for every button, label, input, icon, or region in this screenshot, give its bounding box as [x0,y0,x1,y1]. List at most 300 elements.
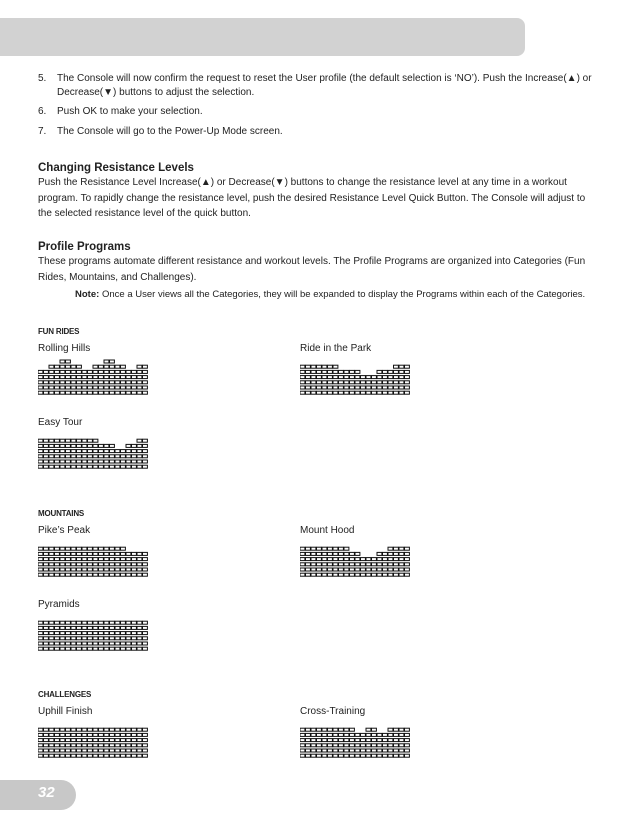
level-segment [143,621,148,624]
level-segment [66,632,71,635]
level-segment [71,376,76,379]
level-segment [394,370,399,373]
level-segment [377,573,382,576]
level-segment [361,558,366,561]
level-segment [126,563,131,566]
level-segment [82,465,87,468]
profile-chart [300,540,412,580]
level-segment [38,558,43,561]
level-segment [88,739,93,742]
level-segment [355,563,360,566]
level-segment [377,381,382,384]
level-segment [333,573,338,576]
level-segment [55,621,60,624]
level-segment [99,637,104,640]
level-segment [137,376,142,379]
level-segment [110,573,115,576]
level-segment [361,391,366,394]
level-segment [71,558,76,561]
level-segment [66,465,71,468]
level-segment [104,465,109,468]
level-segment [121,642,126,645]
level-segment [99,647,104,650]
level-segment [377,552,382,555]
level-segment [44,754,49,757]
level-segment [60,733,65,736]
level-segment [44,455,49,458]
level-segment [82,376,87,379]
level-segment [322,744,327,747]
level-segment [49,552,54,555]
level-segment [49,647,54,650]
level-segment [322,749,327,752]
level-segment [383,370,388,373]
level-segment [44,547,49,550]
level-segment [71,365,76,368]
level-segment [300,558,305,561]
level-segment [44,381,49,384]
level-segment [104,391,109,394]
level-segment [328,733,333,736]
level-segment [126,558,131,561]
level-segment [388,568,393,571]
level-segment [55,386,60,389]
level-segment [377,733,382,736]
level-segment [132,552,137,555]
level-segment [355,376,360,379]
level-segment [350,728,355,731]
level-segment [49,733,54,736]
profile-chart [38,432,150,472]
level-segment [132,465,137,468]
level-segment [55,465,60,468]
program-name: Pyramids [38,599,80,610]
level-segment [132,558,137,561]
level-segment [55,381,60,384]
level-segment [344,749,349,752]
level-segment [82,632,87,635]
level-segment [49,391,54,394]
level-segment [399,391,404,394]
level-segment [121,573,126,576]
note [75,287,595,302]
level-segment [38,733,43,736]
level-segment [99,632,104,635]
level-segment [366,744,371,747]
level-segment [322,563,327,566]
level-segment [55,573,60,576]
level-segment [44,632,49,635]
profile-chart [300,721,412,761]
level-segment [322,365,327,368]
level-segment [88,547,93,550]
level-segment [394,744,399,747]
level-segment [132,647,137,650]
level-segment [82,573,87,576]
level-segment [399,744,404,747]
level-segment [355,370,360,373]
level-segment [137,365,142,368]
level-segment [394,365,399,368]
level-segment [93,386,98,389]
level-segment [44,558,49,561]
level-segment [143,552,148,555]
level-segment [93,733,98,736]
level-segment [115,386,120,389]
level-segment [372,391,377,394]
program-easy-tour [38,417,150,472]
level-segment [143,391,148,394]
level-segment [350,381,355,384]
level-segment [339,568,344,571]
level-segment [71,626,76,629]
level-segment [132,637,137,640]
level-segment [328,391,333,394]
level-segment [399,749,404,752]
level-segment [121,744,126,747]
level-segment [38,642,43,645]
level-segment [344,391,349,394]
level-segment [132,450,137,453]
level-segment [405,391,410,394]
level-segment [115,626,120,629]
profile-chart [38,721,150,761]
level-segment [383,573,388,576]
level-segment [66,360,71,363]
level-segment [137,647,142,650]
level-segment [44,749,49,752]
level-segment [88,642,93,645]
level-segment [126,568,131,571]
level-segment [93,728,98,731]
level-segment [110,621,115,624]
level-segment [137,450,142,453]
level-segment [126,632,131,635]
level-segment [115,632,120,635]
level-segment [104,733,109,736]
level-segment [344,381,349,384]
level-segment [71,749,76,752]
level-segment [394,376,399,379]
level-segment [77,568,82,571]
level-segment [306,386,311,389]
level-segment [300,739,305,742]
level-segment [306,568,311,571]
level-segment [121,749,126,752]
level-segment [38,465,43,468]
level-segment [322,728,327,731]
level-segment [55,637,60,640]
level-segment [132,386,137,389]
level-segment [99,370,104,373]
level-segment [317,365,322,368]
level-segment [110,455,115,458]
level-segment [66,733,71,736]
level-segment [121,465,126,468]
level-segment [66,744,71,747]
level-segment [38,386,43,389]
level-segment [88,563,93,566]
level-segment [82,637,87,640]
level-segment [339,739,344,742]
level-segment [115,563,120,566]
level-segment [143,647,148,650]
level-segment [339,391,344,394]
level-segment [311,365,316,368]
program-name: Cross-Training [300,706,366,717]
level-segment [71,573,76,576]
level-segment [121,376,126,379]
level-segment [77,552,82,555]
level-segment [93,465,98,468]
level-segment [104,360,109,363]
level-segment [137,563,142,566]
level-segment [104,739,109,742]
level-segment [121,391,126,394]
level-segment [44,744,49,747]
level-segment [333,558,338,561]
level-segment [71,739,76,742]
note-text: Once a User views all the Categories, they will be expanded to display the Programs within each of the Categories. [102,289,586,300]
level-segment [77,739,82,742]
level-segment [66,370,71,373]
level-segment [333,728,338,731]
level-segment [405,568,410,571]
level-segment [300,381,305,384]
level-segment [44,626,49,629]
level-segment [88,376,93,379]
level-segment [322,733,327,736]
level-segment [66,642,71,645]
level-segment [110,450,115,453]
level-segment [66,386,71,389]
level-segment [71,642,76,645]
level-segment [77,391,82,394]
level-segment [66,621,71,624]
level-segment [60,744,65,747]
level-segment [66,391,71,394]
level-segment [88,733,93,736]
level-segment [49,460,54,463]
level-segment [104,455,109,458]
level-segment [350,739,355,742]
level-segment [38,439,43,442]
level-segment [60,632,65,635]
level-segment [137,391,142,394]
level-segment [88,749,93,752]
level-segment [99,365,104,368]
level-segment [121,563,126,566]
level-segment [137,558,142,561]
level-segment [66,460,71,463]
level-segment [44,391,49,394]
level-segment [38,632,43,635]
level-segment [344,733,349,736]
level-segment [383,381,388,384]
level-segment [71,439,76,442]
level-segment [60,754,65,757]
level-segment [88,391,93,394]
level-segment [88,450,93,453]
level-segment [44,733,49,736]
level-segment [366,573,371,576]
level-segment [300,365,305,368]
level-segment [322,552,327,555]
level-segment [366,386,371,389]
level-segment [333,370,338,373]
level-segment [77,450,82,453]
level-segment [394,552,399,555]
level-segment [405,749,410,752]
level-segment [71,632,76,635]
level-segment [38,728,43,731]
level-segment [82,728,87,731]
step-item [38,105,598,119]
level-segment [383,552,388,555]
level-segment [388,744,393,747]
level-segment [115,370,120,373]
level-segment [49,450,54,453]
level-segment [44,647,49,650]
level-segment [322,381,327,384]
level-segment [104,568,109,571]
level-segment [394,749,399,752]
level-segment [66,439,71,442]
level-segment [126,391,131,394]
level-segment [55,563,60,566]
level-segment [132,563,137,566]
level-segment [126,386,131,389]
level-segment [121,370,126,373]
level-segment [394,573,399,576]
level-segment [344,563,349,566]
level-segment [143,568,148,571]
level-segment [143,386,148,389]
level-segment [311,754,316,757]
level-segment [44,444,49,447]
level-segment [60,626,65,629]
level-segment [115,642,120,645]
level-segment [322,386,327,389]
level-segment [93,455,98,458]
level-segment [350,568,355,571]
level-segment [143,733,148,736]
level-segment [104,637,109,640]
level-segment [121,632,126,635]
level-segment [322,568,327,571]
level-segment [99,450,104,453]
level-segment [104,444,109,447]
level-segment [49,632,54,635]
level-segment [366,563,371,566]
level-segment [333,754,338,757]
level-segment [317,547,322,550]
level-segment [126,621,131,624]
level-segment [99,733,104,736]
level-segment [132,381,137,384]
level-segment [372,573,377,576]
level-segment [377,376,382,379]
level-segment [311,558,316,561]
level-segment [126,450,131,453]
level-segment [344,558,349,561]
level-segment [333,391,338,394]
level-segment [132,744,137,747]
level-segment [82,386,87,389]
level-segment [388,733,393,736]
level-segment [306,370,311,373]
level-segment [126,465,131,468]
level-segment [38,621,43,624]
level-segment [311,376,316,379]
level-segment [137,733,142,736]
level-segment [306,739,311,742]
level-segment [82,450,87,453]
level-segment [350,563,355,566]
level-segment [121,386,126,389]
level-segment [110,728,115,731]
level-segment [38,455,43,458]
level-segment [110,568,115,571]
level-segment [394,558,399,561]
level-segment [137,749,142,752]
level-segment [60,365,65,368]
level-segment [137,465,142,468]
level-segment [55,728,60,731]
level-segment [311,728,316,731]
level-segment [339,733,344,736]
level-segment [143,370,148,373]
level-segment [60,573,65,576]
level-segment [93,754,98,757]
level-segment [366,728,371,731]
level-segment [317,391,322,394]
level-segment [104,460,109,463]
level-segment [60,450,65,453]
level-segment [93,391,98,394]
level-segment [110,563,115,566]
level-segment [132,376,137,379]
level-segment [306,733,311,736]
level-segment [372,733,377,736]
level-segment [355,552,360,555]
level-segment [110,632,115,635]
level-segment [93,642,98,645]
level-segment [328,728,333,731]
level-segment [55,547,60,550]
level-segment [143,381,148,384]
level-segment [399,563,404,566]
level-segment [104,647,109,650]
level-segment [93,444,98,447]
level-segment [355,568,360,571]
level-segment [366,568,371,571]
level-segment [60,360,65,363]
level-segment [317,739,322,742]
level-segment [311,739,316,742]
level-segment [82,563,87,566]
level-segment [71,563,76,566]
level-segment [372,381,377,384]
category-title-fun-rides: FUN RIDES [38,327,80,336]
level-segment [143,455,148,458]
level-segment [99,386,104,389]
level-segment [366,739,371,742]
level-segment [60,749,65,752]
level-segment [388,386,393,389]
level-segment [399,754,404,757]
level-segment [49,547,54,550]
